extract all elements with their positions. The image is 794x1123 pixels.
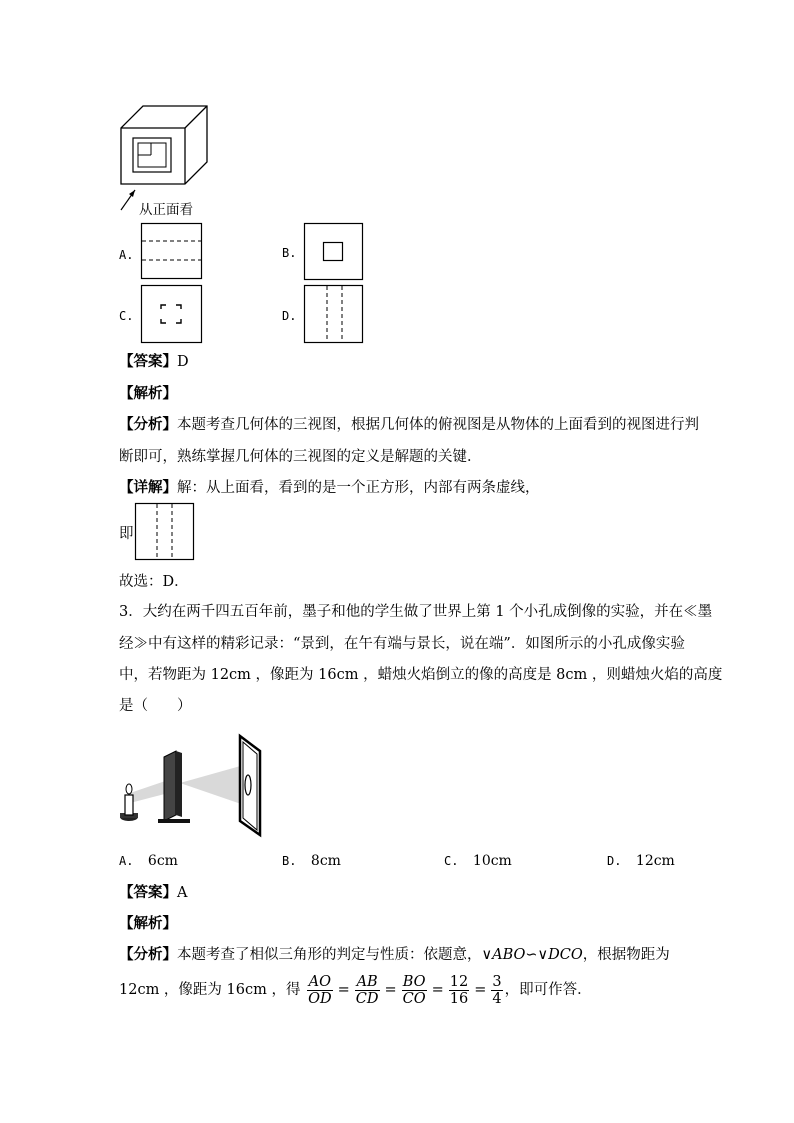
- q2-option-a-figure: [141, 223, 203, 280]
- q2-analysis-line2: 断即可，熟练掌握几何体的三视图的定义是解题的关键．: [119, 449, 482, 465]
- q2-answer-figure: [135, 503, 195, 561]
- q3-option-c: [444, 853, 512, 869]
- q3-analysis-text: 本题考查了相似三角形的判定与性质：依题意，: [177, 947, 482, 963]
- frac5-den: 4: [492, 990, 502, 1007]
- q3-option-a-label: A.: [119, 854, 134, 868]
- frac3-den: CO: [402, 990, 426, 1007]
- pinhole-figure: [118, 733, 268, 838]
- q2-answer: [119, 352, 189, 372]
- q3-option-b: [282, 853, 341, 869]
- q3-analysis-heading: 【解析】: [119, 915, 177, 932]
- fraction-12-16: [449, 974, 469, 1007]
- cube-caption: 从正面看: [139, 202, 193, 218]
- q3-option-b-value: 8cm: [310, 853, 341, 869]
- q2-analysis-heading: 【解析】: [119, 385, 177, 402]
- q3-option-c-label: C.: [444, 854, 459, 868]
- q2-detail-text: 解：从上面看，看到的是一个正方形，内部有两条虚线，: [177, 480, 540, 496]
- q3-analysis-tag: 【分析】: [119, 946, 177, 963]
- fraction-ab-cd: [355, 974, 380, 1007]
- q2-option-d-figure: [304, 285, 364, 344]
- q3-similar-triangles: ∨ABO∽∨DCO: [481, 947, 583, 963]
- q3-line3: 中，若物距为 12cm ，像距为 16cm ，蜡烛火焰倒立的像的高度是 8cm ，则蜡烛火焰的高度: [119, 667, 723, 683]
- q2-analysis-text1: 本题考查几何体的三视图，根据几何体的俯视图是从物体的上面看到的视图进行判: [177, 417, 699, 433]
- q3-analysis-line1: [119, 945, 670, 965]
- frac5-num: 3: [492, 973, 502, 990]
- q2-option-a-label: A.: [119, 248, 134, 262]
- q3-option-d-label: D.: [607, 854, 622, 868]
- fraction-bo-co: [402, 974, 427, 1007]
- frac1-num: AO: [308, 973, 332, 990]
- q2-option-b-figure: [304, 223, 364, 281]
- q2-analysis-line1: [119, 415, 699, 435]
- frac2-num: AB: [356, 973, 378, 990]
- q3-line4: 是（ ）: [119, 698, 192, 714]
- q2-analysis-tag: 【分析】: [119, 416, 177, 433]
- q2-option-c-label: C.: [119, 309, 134, 323]
- q3-answer: [119, 883, 187, 903]
- q3-line-b-post: ，即可作答．: [504, 982, 592, 998]
- q3-option-d-value: 12cm: [635, 853, 675, 869]
- q2-option-d-label: D.: [282, 309, 297, 323]
- q3-answer-value: A: [177, 885, 188, 901]
- frac3-num: BO: [402, 973, 426, 990]
- q3-analysis-text2: ，根据物距为: [582, 947, 670, 963]
- q3-answer-tag: 【答案】: [119, 884, 177, 901]
- frac1-den: OD: [308, 990, 332, 1007]
- q3-option-a-value: 6cm: [147, 853, 178, 869]
- q2-answer-value: D: [177, 354, 189, 370]
- q3-line-b-pre: 12cm ，像距为 16cm ，得: [119, 982, 301, 998]
- q2-conclusion: 故选：D．: [119, 574, 189, 590]
- q3-line2: 经≫中有这样的精彩记录：“景到，在午有端与景长，说在端”．如图所示的小孔成像实验: [119, 636, 685, 652]
- frac4-num: 12: [449, 973, 469, 990]
- q3-line1: 3．大约在两千四五百年前，墨子和他的学生做了世界上第 1 个小孔成倒像的实验，并在≪墨: [119, 604, 713, 620]
- q2-option-b-label: B.: [282, 246, 297, 260]
- frac2-den: CD: [355, 990, 379, 1007]
- q2-answer-tag: 【答案】: [119, 353, 177, 370]
- q3-option-d: [607, 853, 675, 869]
- q2-option-c-figure: [141, 285, 203, 344]
- q3-analysis-line2: 12cm ，像距为 16cm ，得 $\frac{AO}{OD}$ = $\frac{AB}{CD}$ = $\frac{BO}{CO}$ = $\frac{12}{16}$ = $\frac{3}{4}$ ，即可作答．: [119, 973, 592, 1007]
- q2-detail-tag: 【详解】: [119, 479, 177, 496]
- q2-detail: [119, 478, 540, 498]
- q3-option-c-value: 10cm: [472, 853, 512, 869]
- frac4-den: 16: [449, 990, 469, 1007]
- q2-ji: 即: [119, 526, 134, 542]
- fraction-3-4: [491, 974, 502, 1007]
- q3-option-a: [119, 853, 178, 869]
- q3-option-b-label: B.: [282, 854, 297, 868]
- fraction-ao-od: [307, 974, 333, 1007]
